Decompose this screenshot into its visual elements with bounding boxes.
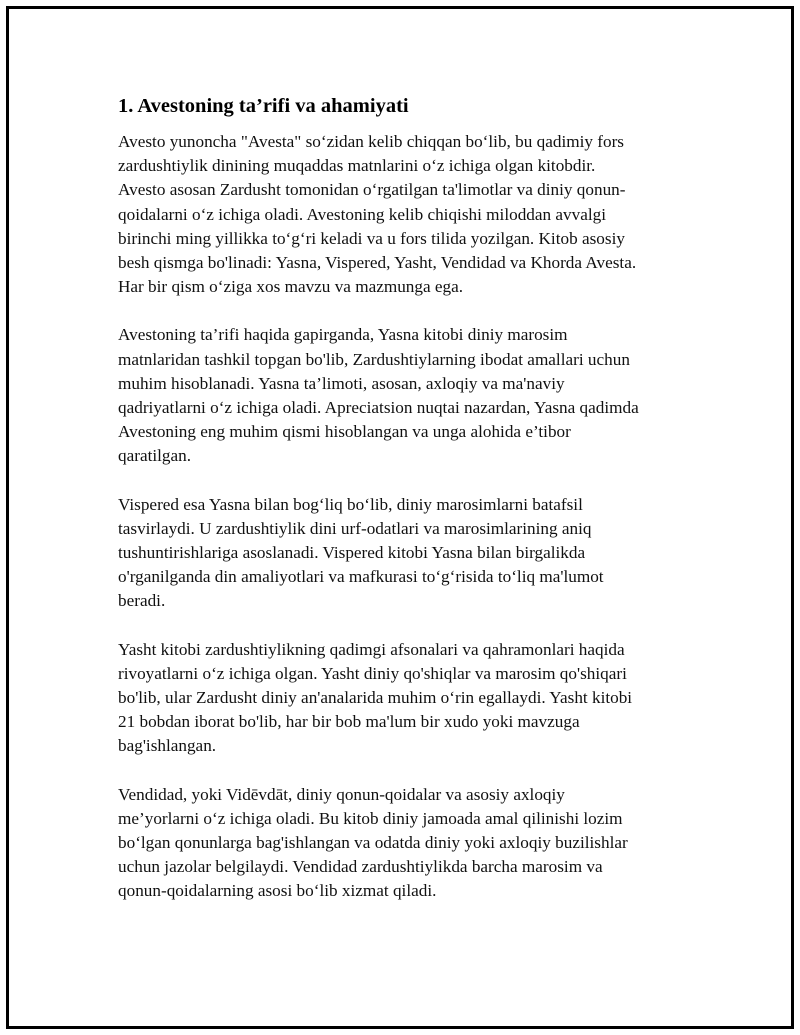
text-line: 21 bobdan iborat bo'lib, har bir bob ma'lum bir xudo yoki mavzuga bbox=[118, 712, 580, 732]
text-line: o'rganilganda din amaliyotlari va mafkurasi to‘g‘risida to‘liq ma'lumot bbox=[118, 567, 604, 587]
text-line: tasvirlaydi. U zardushtiylik dini urf-odatlari va marosimlarining aniq bbox=[118, 518, 592, 538]
text-line: bag'ishlangan. bbox=[118, 736, 217, 756]
text-line: Har bir qism o‘ziga xos mavzu va mazmunga ega. bbox=[118, 277, 464, 297]
text-line: matnlaridan tashkil topgan bo'lib, Zardushtiylarning ibodat amallari uchun bbox=[118, 349, 630, 369]
text-line: besh qismga bo'linadi: Yasna, Vispered, Yasht, Vendidad va Khorda Avesta. bbox=[118, 253, 637, 273]
text-line: beradi. bbox=[118, 591, 166, 611]
paragraph bbox=[118, 130, 698, 299]
text-line: Avesto asosan Zardusht tomonidan o‘rgatilgan ta'limotlar va diniy qonun- bbox=[118, 180, 626, 200]
text-line: Avestoning ta’rifi haqida gapirganda, Yasna kitobi diniy marosim bbox=[118, 325, 568, 345]
text-line: muhim hisoblanadi. Yasna ta’limoti, asosan, axloqiy va ma'naviy bbox=[118, 373, 565, 393]
text-line: Yasht kitobi zardushtiylikning qadimgi afsonalari va qahramonlari haqida bbox=[118, 639, 625, 659]
paragraph bbox=[118, 493, 698, 614]
paragraph-list bbox=[118, 130, 698, 904]
text-line: qaratilgan. bbox=[118, 446, 192, 466]
paragraph bbox=[118, 783, 698, 904]
text-line: me’yorlarni o‘z ichiga oladi. Bu kitob diniy jamoada amal qilinishi lozim bbox=[118, 808, 623, 828]
text-line: uchun jazolar belgilaydi. Vendidad zardushtiylikda barcha marosim va bbox=[118, 857, 603, 877]
text-line: bo‘lgan qonunlarga bag'ishlangan va odatda diniy yoki axloqiy buzilishlar bbox=[118, 833, 628, 853]
document-body bbox=[118, 92, 698, 928]
text-line: qonun-qoidalarning asosi bo‘lib xizmat qiladi. bbox=[118, 881, 437, 901]
text-line: tushuntirishlariga asoslanadi. Vispered kitobi Yasna bilan birgalikda bbox=[118, 543, 586, 563]
text-line: Vispered esa Yasna bilan bog‘liq bo‘lib, diniy marosimlarni batafsil bbox=[118, 494, 583, 514]
section-heading: 1. Avestoning ta’rifi va ahamiyati bbox=[118, 95, 409, 117]
paragraph bbox=[118, 638, 698, 759]
paragraph bbox=[118, 323, 698, 468]
text-line: bo'lib, ular Zardusht diniy an'analarida muhim o‘rin egallaydi. Yasht kitobi bbox=[118, 688, 633, 708]
text-line: qoidalarni o‘z ichiga oladi. Avestoning kelib chiqishi miloddan avvalgi bbox=[118, 204, 606, 224]
text-line: Avesto yunoncha "Avesta" so‘zidan kelib chiqqan bo‘lib, bu qadimiy fors bbox=[118, 132, 624, 151]
text-line: Vendidad, yoki Vidēvdāt, diniy qonun-qoidalar va asosiy axloqiy bbox=[118, 784, 565, 804]
text-line: qadriyatlarni o‘z ichiga oladi. Apreciatsion nuqtai nazardan, Yasna qadimda bbox=[118, 398, 639, 418]
text-line: birinchi ming yillikka to‘g‘ri keladi va u fors tilida yozilgan. Kitob asosiy bbox=[118, 228, 625, 248]
text-line: zardushtiylik dinining muqaddas matnlarini o‘z ichiga olgan kitobdir. bbox=[118, 156, 596, 176]
text-line: rivoyatlarni o‘z ichiga olgan. Yasht diniy qo'shiqlar va marosim qo'shiqari bbox=[118, 663, 627, 683]
text-line: Avestoning eng muhim qismi hisoblangan va unga alohida e’tibor bbox=[118, 422, 571, 442]
